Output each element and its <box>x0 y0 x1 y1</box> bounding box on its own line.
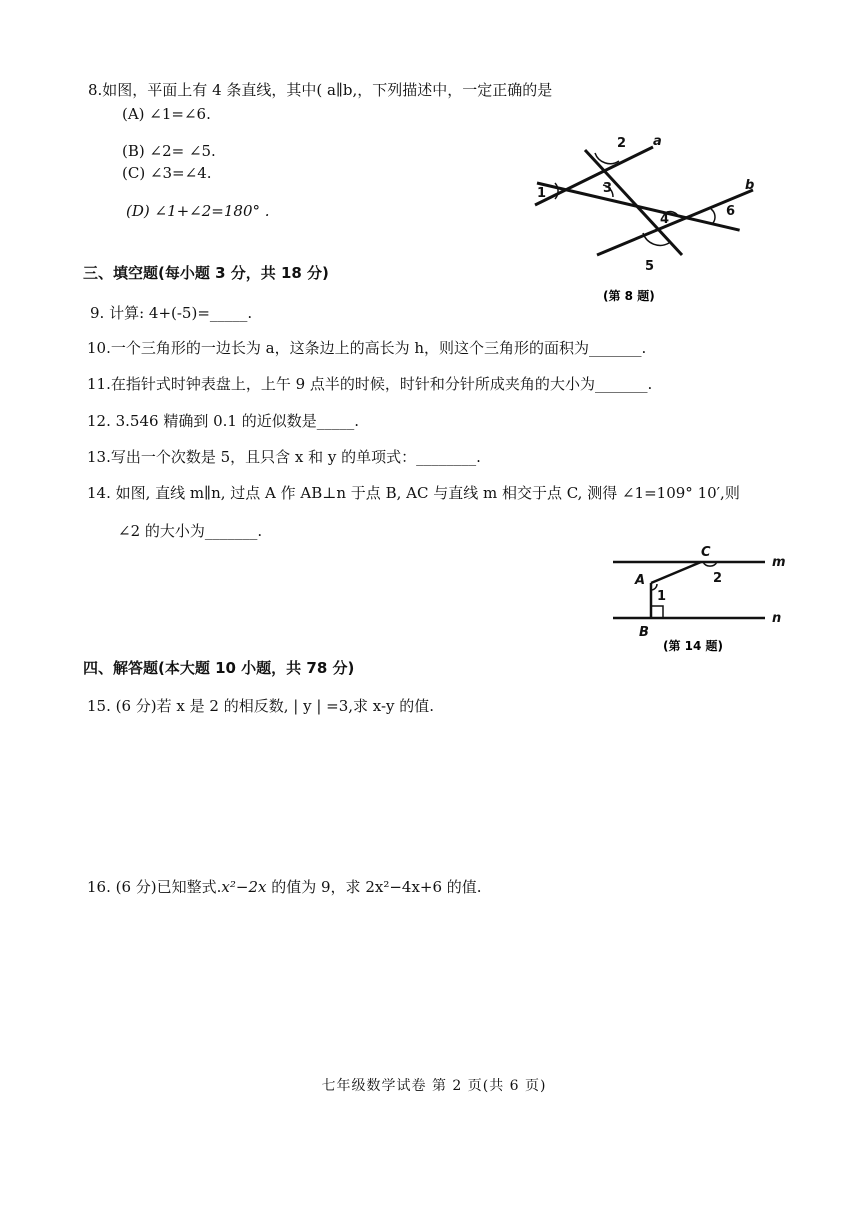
label-b: B <box>639 625 649 640</box>
q16-prefix: 16. (6 分)已知整式. <box>87 878 222 896</box>
q8-stem: 8.如图，平面上有 4 条直线，其中( a∥b,，下列描述中，一定正确的是 <box>88 81 553 99</box>
q8-option-c: (C) ∠3=∠4. <box>122 164 212 182</box>
q8-option-b: (B) ∠2= ∠5. <box>122 142 216 160</box>
section-4-title: 四、解答题(本大题 10 小题，共 78 分) <box>83 659 355 677</box>
figure-q14 <box>605 540 795 660</box>
label-a: A <box>635 573 646 588</box>
q16-expression-2: 2x²−4x+6 <box>365 878 443 896</box>
q9-text: 9. 计算: 4+(-5)=_____. <box>90 304 253 322</box>
q14-line2: ∠2 的大小为_______. <box>118 522 263 540</box>
page-footer: 七年级数学试卷 第 2 页(共 6 页) <box>321 1078 547 1094</box>
figure-q8 <box>525 125 775 305</box>
q14-line1: 14. 如图, 直线 m∥n, 过点 A 作 AB⊥n 于点 B, AC 与直线 m 相交于点 C, 测得 ∠1=109° 10′,则 <box>87 484 740 502</box>
q16-text <box>87 877 482 897</box>
q16-suffix: 的值. <box>442 878 482 896</box>
segment-ac <box>651 562 701 583</box>
label-c: C <box>701 545 711 560</box>
label-1: 1 <box>537 186 547 201</box>
label-a: a <box>653 134 662 149</box>
q10-text: 10.一个三角形的一边长为 a，这条边上的高长为 h，则这个三角形的面积为_______. <box>87 339 647 357</box>
q11-text: 11.在指针式时钟表盘上，上午 9 点半的时候，时针和分针所成夹角的大小为_______. <box>87 375 653 393</box>
q15-text: 15. (6 分)若 x 是 2 的相反数, | y | =3,求 x-y 的值. <box>87 697 435 715</box>
label-6: 6 <box>726 204 736 219</box>
label-3: 3 <box>603 181 613 196</box>
q16-middle: 的值为 9，求 <box>266 878 366 896</box>
q12-text: 12. 3.546 精确到 0.1 的近似数是_____. <box>87 412 359 430</box>
label-b: b <box>745 178 755 193</box>
label-angle-2: 2 <box>713 571 723 586</box>
label-2: 2 <box>617 136 627 151</box>
label-n: n <box>772 611 782 626</box>
label-4: 4 <box>660 212 670 227</box>
q13-text: 13.写出一个次数是 5，且只含 x 和 y 的单项式：________. <box>87 448 481 466</box>
label-angle-1: 1 <box>657 589 667 604</box>
figure-q14-caption: (第 14 题) <box>663 639 724 653</box>
label-5: 5 <box>645 259 655 274</box>
q8-option-d: (D) ∠1+∠2=180° . <box>126 202 270 220</box>
figure-q8-caption: (第 8 题) <box>603 289 655 303</box>
q16-expression-1: x²−2x <box>221 878 267 896</box>
section-3-title: 三、填空题(每小题 3 分，共 18 分) <box>83 264 329 282</box>
q8-option-a: (A) ∠1=∠6. <box>122 105 211 123</box>
label-m: m <box>772 555 786 570</box>
